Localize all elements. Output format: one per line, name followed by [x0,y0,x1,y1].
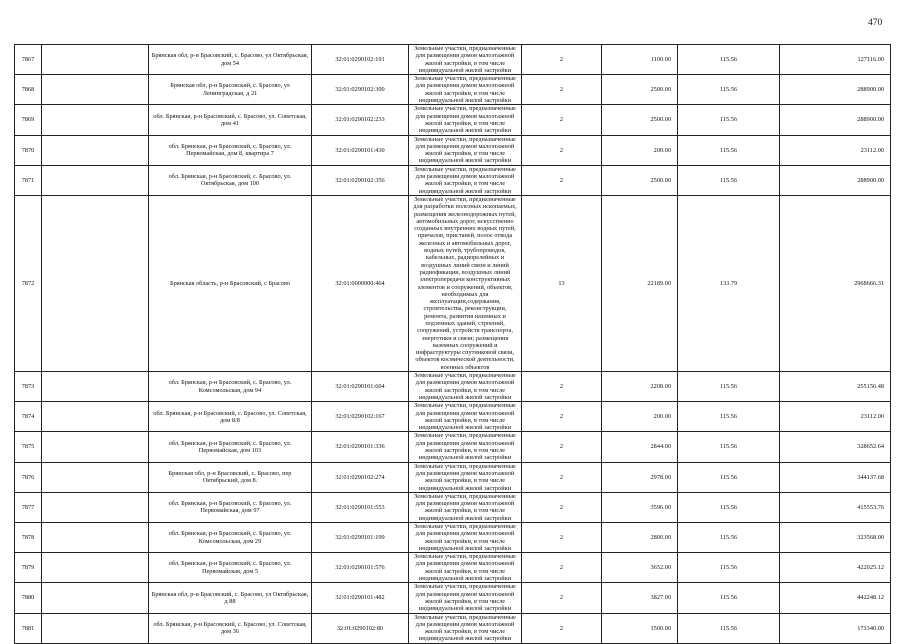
group-cell: 2 [522,372,602,402]
blank-cell [42,135,149,165]
row-number-cell: 7877 [15,492,42,522]
group-cell: 2 [522,523,602,553]
cadastral-value-cell: 323568.00 [780,523,891,553]
address-cell: обл. Брянская, р-н Брасовский, с. Брасово, ул. Октябрьская, дом 100 [149,165,312,195]
group-cell: 2 [522,462,602,492]
cadastral-number-cell: 32:01:0290101:576 [312,553,409,583]
row-number-cell: 7868 [15,75,42,105]
group-cell: 2 [522,432,602,462]
area-cell: 2978.00 [602,462,678,492]
land-use-cell: Земельные участки, предназначенные для размещения домов малоэтажной жилой застройки, в том числе индивидуальной жилой застройки [409,462,522,492]
land-use-cell: Земельные участки, предназначенные для размещения домов малоэтажной жилой застройки, в том числе индивидуальной жилой застройки [409,372,522,402]
specific-value-cell: 115.56 [678,135,780,165]
blank-cell [42,613,149,643]
area-cell: 2800.00 [602,523,678,553]
cadastral-number-cell: 32:01:0290101:199 [312,523,409,553]
row-number-cell: 7881 [15,613,42,643]
address-cell: Брянская область, р-н Брасовский, с Брасово [149,195,312,371]
group-cell: 2 [522,75,602,105]
cadastral-number-cell: 32:01:0290101:604 [312,372,409,402]
blank-cell [42,45,149,75]
specific-value-cell: 115.56 [678,105,780,135]
row-number-cell: 7880 [15,583,42,613]
blank-cell [42,402,149,432]
page-number: 470 [868,18,883,28]
cadastral-number-cell: 32:01:0290101:430 [312,135,409,165]
area-cell: 3596.00 [602,492,678,522]
land-use-cell: Земельные участки, предназначенные для размещения домов малоэтажной жилой застройки, в том числе индивидуальной жилой застройки [409,553,522,583]
area-cell: 3827.00 [602,583,678,613]
specific-value-cell: 115.56 [678,613,780,643]
specific-value-cell: 115.56 [678,492,780,522]
cadastral-number-cell: 32:01:0290102:300 [312,75,409,105]
cadastral-value-cell: 288900.00 [780,105,891,135]
table-row [15,105,891,135]
cadastral-number-cell: 32:01:0290101:482 [312,583,409,613]
group-cell: 13 [522,195,602,371]
blank-cell [42,553,149,583]
cadastral-value-cell: 288900.00 [780,165,891,195]
blank-cell [42,523,149,553]
cadastral-number-cell: 32:01:0290102:356 [312,165,409,195]
group-cell: 2 [522,613,602,643]
table-row [15,165,891,195]
cadastral-value-cell: 415553.76 [780,492,891,522]
table-row [15,402,891,432]
specific-value-cell: 115.56 [678,372,780,402]
cadastral-value-cell: 173340.00 [780,613,891,643]
specific-value-cell: 133.79 [678,195,780,371]
cadastral-value-cell: 344137.68 [780,462,891,492]
area-cell: 1500.00 [602,613,678,643]
area-cell: 2208.00 [602,372,678,402]
area-cell: 22189.00 [602,195,678,371]
area-cell: 2500.00 [602,75,678,105]
table-row [15,195,891,371]
specific-value-cell: 115.56 [678,402,780,432]
area-cell: 3652.00 [602,553,678,583]
cadastral-value-cell: 127116.00 [780,45,891,75]
area-cell: 200.00 [602,135,678,165]
table-row [15,492,891,522]
specific-value-cell: 115.56 [678,523,780,553]
land-use-cell: Земельные участки, предназначенные для размещения домов малоэтажной жилой застройки, в том числе индивидуальной жилой застройки [409,75,522,105]
cadastral-number-cell: 32:01:0290102:274 [312,462,409,492]
land-use-cell: Земельные участки, предназначенные для размещения домов малоэтажной жилой застройки, в том числе индивидуальной жилой застройки [409,583,522,613]
group-cell: 2 [522,45,602,75]
table-row [15,432,891,462]
land-use-cell: Земельные участки, предназначенные для размещения домов малоэтажной жилой застройки, в том числе индивидуальной жилой застройки [409,492,522,522]
row-number-cell: 7871 [15,165,42,195]
cadastral-number-cell: 32:01:0290102:191 [312,45,409,75]
blank-cell [42,372,149,402]
address-cell: обл. Брянская, р-н Брасовский, с. Брасово, ул. Комсомольская, дом 94 [149,372,312,402]
table-row [15,462,891,492]
cadastral-value-cell: 23112.00 [780,402,891,432]
row-number-cell: 7875 [15,432,42,462]
table-row [15,45,891,75]
address-cell: обл. Брянская, р-н Брасовский, с. Брасово, ул. Комсомольская, дом 29 [149,523,312,553]
cadastral-value-cell: 422025.12 [780,553,891,583]
specific-value-cell: 115.56 [678,462,780,492]
area-cell: 2844.00 [602,432,678,462]
land-use-cell: Земельные участки, предназначенные для размещения домов малоэтажной жилой застройки, в том числе индивидуальной жилой застройки [409,523,522,553]
address-cell: обл. Брянская, р-н Брасовский, с. Брасово, ул. Первомайская, дом 5 [149,553,312,583]
table-row [15,583,891,613]
table-row [15,613,891,643]
group-cell: 2 [522,135,602,165]
table-row [15,523,891,553]
row-number-cell: 7873 [15,372,42,402]
area-cell: 2500.00 [602,165,678,195]
row-number-cell: 7869 [15,105,42,135]
land-use-cell: Земельные участки, предназначенные для размещения домов малоэтажной жилой застройки, в том числе индивидуальной жилой застройки [409,432,522,462]
specific-value-cell: 115.56 [678,45,780,75]
group-cell: 2 [522,583,602,613]
group-cell: 2 [522,105,602,135]
land-use-cell: Земельные участки, предназначенные для размещения домов малоэтажной жилой застройки, в том числе индивидуальной жилой застройки [409,402,522,432]
blank-cell [42,165,149,195]
specific-value-cell: 115.56 [678,165,780,195]
row-number-cell: 7878 [15,523,42,553]
address-cell: Брянская обл, р-н Брасовский, с. Брасово, ул Ленинградская, д 21 [149,75,312,105]
area-cell: 200.00 [602,402,678,432]
specific-value-cell: 115.56 [678,75,780,105]
row-number-cell: 7879 [15,553,42,583]
area-cell: 1100.00 [602,45,678,75]
cadastral-value-cell: 288900.00 [780,75,891,105]
blank-cell [42,105,149,135]
specific-value-cell: 115.56 [678,432,780,462]
group-cell: 2 [522,492,602,522]
group-cell: 2 [522,553,602,583]
group-cell: 2 [522,402,602,432]
land-use-cell: Земельные участки, предназначенные для размещения домов малоэтажной жилой застройки, в том числе индивидуальной жилой застройки [409,135,522,165]
cadastral-number-cell: 32:01:0000000:464 [312,195,409,371]
blank-cell [42,432,149,462]
cadastral-number-cell: 32:01:0290102:80 [312,613,409,643]
land-use-cell: Земельные участки, предназначенные для разработки полезных ископаемых, размещения железнодорожных путей, автомобильных дорог, искусственно созданных внутренних водных путей, причалов, пристаней, полос отвода железных и автомобильных дорог, водных путей, трубопроводов, кабельных, радиорелейных и воздушных линий связи и линий радиофикации, воздушных линий электропередачи конструктивных элементов и сооружений, объектов, необходимых для эксплуатации,содержания, строительства, реконструкции, ремонта, развития наземных и подземных зданий, строений, сооружений, устройств транспорта, энергетики и связи; размещения наземных сооружений и инфраструктуры спутниковой связи, объектов космической деятельности, военных объектов [409,195,522,371]
cadastral-number-cell: 32:01:0290102:233 [312,105,409,135]
blank-cell [42,462,149,492]
table-body [15,45,891,644]
blank-cell [42,195,149,371]
cadastral-value-table [14,44,891,644]
row-number-cell: 7867 [15,45,42,75]
table-row [15,372,891,402]
cadastral-value-cell: 328652.64 [780,432,891,462]
cadastral-value-cell: 255156.48 [780,372,891,402]
blank-cell [42,492,149,522]
row-number-cell: 7874 [15,402,42,432]
area-cell: 2500.00 [602,105,678,135]
cadastral-number-cell: 32:01:0290101:553 [312,492,409,522]
address-cell: обл. Брянская, р-н Брасовский, с. Брасово, ул. Советская, дом 36 [149,613,312,643]
address-cell: обл. Брянская, р-н Брасовский, с. Брасово, ул. Первомайская, дом 103 [149,432,312,462]
address-cell: обл. Брянская, р-н Брасовский, с. Брасово, ул. Первомайская, дом 8, квартира 7 [149,135,312,165]
table-row [15,553,891,583]
address-cell: Брянская обл, р-н Брасовский, с. Брасово, ул Октябрьская, дом 54 [149,45,312,75]
specific-value-cell: 115.56 [678,553,780,583]
group-cell: 2 [522,165,602,195]
cadastral-value-cell: 23112.00 [780,135,891,165]
land-use-cell: Земельные участки, предназначенные для размещения домов малоэтажной жилой застройки, в том числе индивидуальной жилой застройки [409,613,522,643]
address-cell: обл. Брянская, р-н Брасовский, с. Брасово, ул. Советская, дом 8/8 [149,402,312,432]
land-use-cell: Земельные участки, предназначенные для размещения домов малоэтажной жилой застройки, в том числе индивидуальной жилой застройки [409,45,522,75]
address-cell: обл. Брянская, р-н Брасовский, с. Брасово, ул. Советская, дом 41 [149,105,312,135]
table-row [15,135,891,165]
row-number-cell: 7870 [15,135,42,165]
land-use-cell: Земельные участки, предназначенные для размещения домов малоэтажной жилой застройки, в том числе индивидуальной жилой застройки [409,165,522,195]
row-number-cell: 7876 [15,462,42,492]
cadastral-value-cell: 442248.12 [780,583,891,613]
address-cell: обл. Брянская, р-н Брасовский, с. Брасово, ул. Первомайская, дом 97 [149,492,312,522]
blank-cell [42,75,149,105]
table-row [15,75,891,105]
cadastral-number-cell: 32:01:0290101:336 [312,432,409,462]
blank-cell [42,583,149,613]
address-cell: Брянская обл, р-н Брасовский, с. Брасово, ул Октябрьская, д 88 [149,583,312,613]
cadastral-number-cell: 32:01:0290102:167 [312,402,409,432]
address-cell: Брянская обл, р-н Брасовский, с. Брасово, пер Октябрьский, дом 8. [149,462,312,492]
specific-value-cell: 115.56 [678,583,780,613]
land-use-cell: Земельные участки, предназначенные для размещения домов малоэтажной жилой застройки, в том числе индивидуальной жилой застройки [409,105,522,135]
cadastral-value-cell: 2968666.31 [780,195,891,371]
row-number-cell: 7872 [15,195,42,371]
